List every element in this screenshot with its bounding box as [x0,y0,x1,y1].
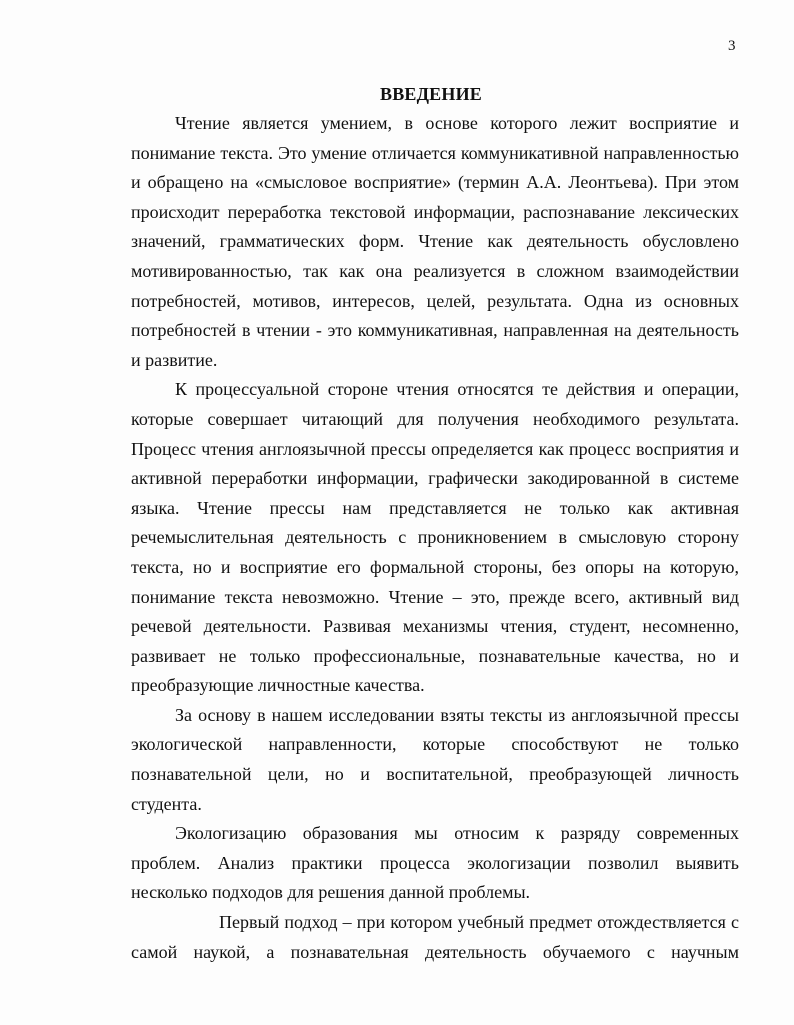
paragraph: Экологизацию образования мы относим к разряду современных проблем. Анализ практики процесса экологизации позволил выявить несколько подходов для решения данной проблемы. [131,823,739,903]
paragraph: Чтение является умением, в основе которого лежит восприятие и понимание текста. Это умение отличается коммуникативной направленностью и обращено на «смысловое восприятие» (термин А.А. Леонтьева). При этом происходит переработка текстовой информации, распознавание лексических значений, грамматических форм. Чтение как деятельность обусловлено мотивированностью, так как она реализуется в сложном взаимодействии потребностей, мотивов, интересов, целей, результата. Одна из основных потребностей в чтении - это коммуникативная, направленная на деятельность и развитие. [131,113,739,370]
body-text [131,109,739,967]
page-number: 3 [728,38,736,54]
paragraph: За основу в нашем исследовании взяты тексты из англоязычной прессы экологической направленности, которые способствуют не только познавательной цели, но и воспитательной, преобразующей личность студента. [131,704,739,814]
paragraph: Первый подход – при котором учебный предмет отождествляется с самой наукой, а познавательная деятельность обучаемого с научным [131,912,739,962]
section-title: ВВЕДЕНИЕ [379,84,482,104]
paragraph: К процессуальной стороне чтения относятся те действия и операции, которые совершает читающий для получения необходимого результата. Процесс чтения англоязычной прессы определяется как процесс восприятия и активной переработки информации, графически закодированной в системе языка. Чтение прессы нам представляется не только как активная речемыслительная деятельность с проникновением в смысловую сторону текста, но и восприятие его формальной стороны, без опоры на которую, понимание текста невозможно. Чтение – это, прежде всего, активный вид речевой деятельности. Развивая механизмы чтения, студент, несомненно, развивает не только профессиональные, познавательные качества, но и преобразующие личностные качества. [131,379,739,696]
